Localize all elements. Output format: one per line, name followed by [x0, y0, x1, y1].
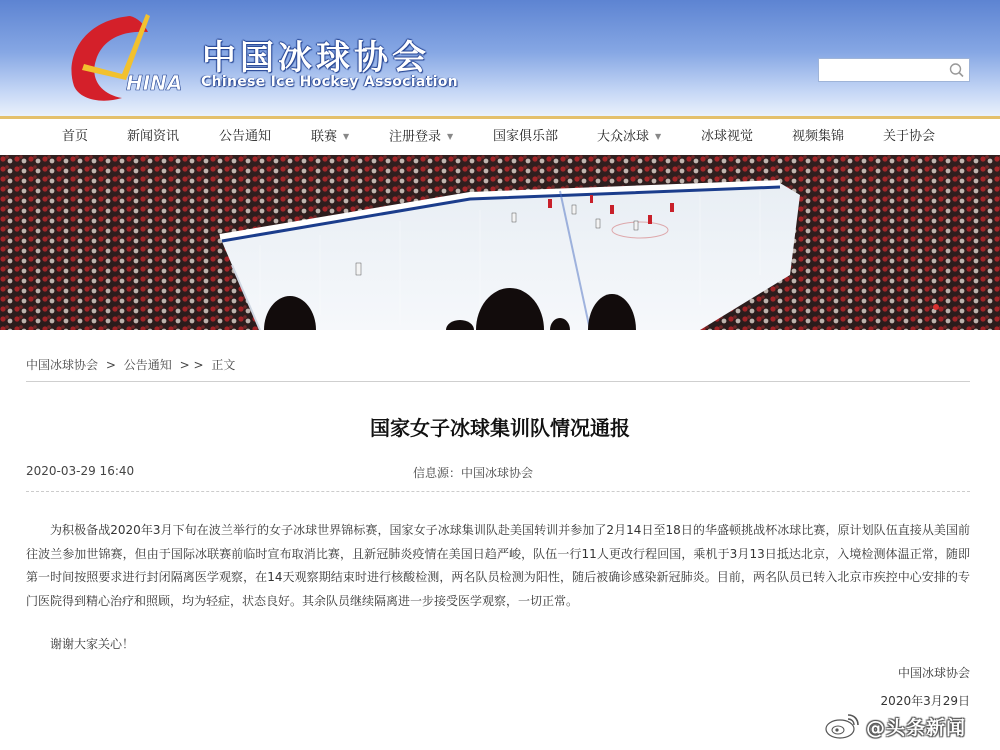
nav-item-league[interactable]: 联赛 ▼ [311, 129, 350, 145]
chevron-down-icon: ▼ [655, 132, 662, 141]
nav-item-news[interactable]: 新闻资讯 [127, 129, 180, 144]
nav-item-national-club[interactable]: 国家俱乐部 [493, 129, 559, 144]
article-body: 为积极备战2020年3月下旬在波兰举行的女子冰球世界锦标赛，国家女子冰球集训队赴美国转训并参加了2月14日至18日的华盛顿挑战杯冰球比赛，原计划队伍直接从美国前往波兰参加世锦赛，但由于国际冰联赛前临时宣布取消比赛，且新冠肺炎疫情在美国日趋严峻，队伍一行11人更改行程回国，乘机于3月13日抵达北京，入境检测体温正常，随即第一时间按照要求进行封闭隔离医学观察，在14天观察期结束时进行核酸检测，两名队员检测为阳性，随后被确诊感染新冠肺炎。目前，两名队员已转入北京市疾控中心安排的专门医院得到精心治疗和照顾，均为轻症，状态良好。其余队员继续隔离进一步接受医学观察，一切正常。 [26, 523, 970, 608]
watermark-text: @头条新闻 [866, 717, 967, 739]
nav-item-hockey-vision[interactable]: 冰球视觉 [701, 129, 754, 144]
search-box [818, 58, 970, 82]
nav-item-public-hockey[interactable]: 大众冰球 ▼ [597, 129, 662, 145]
chevron-down-icon: ▼ [447, 132, 454, 141]
site-header [0, 0, 1000, 116]
arena-illustration [0, 155, 1000, 330]
article-thanks: 谢谢大家关心！ [50, 637, 135, 651]
nav-item-video-highlights[interactable]: 视频集锦 [792, 129, 845, 144]
toutiao-watermark [822, 711, 992, 741]
search-icon[interactable] [947, 61, 967, 79]
nav-item-home[interactable]: 首页 [62, 129, 89, 144]
breadcrumb-separator: > [105, 358, 116, 372]
chevron-down-icon: ▼ [343, 132, 350, 141]
signature-date: 2020年3月29日 [880, 694, 970, 708]
meta-divider [26, 491, 970, 492]
signature-org: 中国冰球协会 [897, 666, 970, 680]
weibo-icon [822, 711, 862, 741]
article-source: 信息源：中国冰球协会 [413, 466, 534, 480]
article-title: 国家女子冰球集训队情况通报 [370, 416, 630, 440]
search-input[interactable] [819, 59, 943, 81]
logo-title-en[interactable]: Chinese Ice Hockey Association [201, 74, 458, 90]
cihna-logo-emblem-icon[interactable] [62, 8, 192, 108]
breadcrumb-divider [26, 381, 970, 382]
breadcrumb-home[interactable]: 中国冰球协会 [26, 358, 99, 372]
breadcrumb-section[interactable]: 公告通知 [123, 358, 172, 372]
breadcrumb-separator: > > [179, 358, 204, 372]
nav-item-about[interactable]: 关于协会 [883, 129, 936, 144]
svg-text:HINA: HINA [126, 71, 183, 95]
article-date: 2020-03-29 16:40 [26, 464, 135, 478]
logo-title-cn[interactable]: 中国冰球协会 [202, 38, 430, 78]
nav-item-register-login[interactable]: 注册登录 ▼ [389, 129, 454, 145]
banner-arena-image [0, 155, 1000, 330]
carousel-dot[interactable] [933, 304, 939, 310]
main-nav [0, 119, 1000, 155]
nav-item-notices[interactable]: 公告通知 [219, 129, 272, 144]
breadcrumb-current: 正文 [211, 358, 236, 372]
breadcrumb [26, 356, 970, 380]
